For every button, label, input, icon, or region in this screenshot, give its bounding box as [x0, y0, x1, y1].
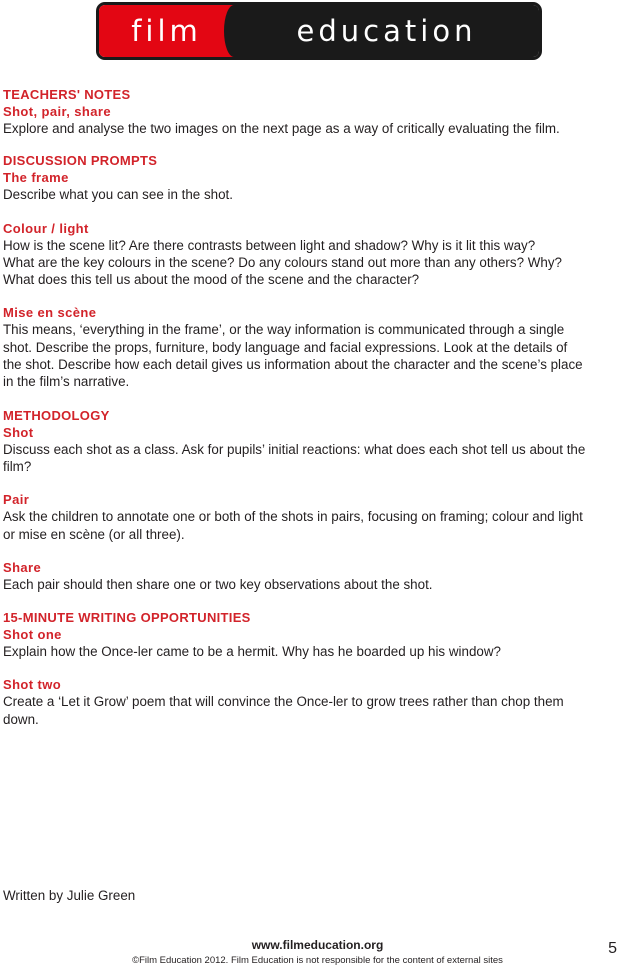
logo-education-panel	[234, 5, 539, 57]
logo-film-panel	[99, 5, 234, 57]
author-credit: Written by Julie Green	[3, 888, 136, 903]
text-line: the shot. Describe how each detail gives us information about the character and the scene’s place	[3, 357, 583, 373]
methodology-heading: METHODOLOGY	[3, 407, 110, 423]
shot-pair-share-subheading: Shot, pair, share	[3, 104, 111, 119]
footer-website-link[interactable]: www.filmeducation.org	[251, 938, 384, 952]
text-line: down.	[3, 711, 39, 727]
share-text: Each pair should then share one or two key observations about the shot.	[3, 576, 433, 592]
text-line: Discuss each shot as a class. Ask for pupils’ initial reactions: what does each shot tell us about the	[3, 441, 586, 457]
page-content	[3, 86, 635, 728]
pair-subheading: Pair	[3, 492, 30, 508]
the-frame-subheading: The frame	[3, 170, 69, 186]
text-line: Ask the children to annotate one or both of the shots in pairs, focusing on framing; colour and light	[3, 509, 583, 525]
shot-one-subheading: Shot one	[3, 627, 62, 643]
shot-two-subheading: Shot two	[3, 677, 62, 693]
pair-text	[3, 508, 635, 543]
text-line: What are the key colours in the scene? Do any colours stand out more than any others? Why?	[3, 254, 562, 270]
shot-subheading: Shot	[3, 424, 34, 440]
text-line: This means, ‘everything in the frame’, or the way information is communicated through a single	[3, 322, 565, 338]
teachers-notes-heading: TEACHERS' NOTES	[3, 87, 131, 102]
shot-two-text	[3, 693, 635, 728]
film-education-logo	[96, 2, 542, 60]
text-line: What does this tell us about the mood of the scene and the character?	[3, 272, 420, 288]
discussion-prompts-heading: DISCUSSION PROMPTS	[3, 153, 158, 169]
the-frame-text: Describe what you can see in the shot.	[3, 187, 234, 203]
page-number: 5	[608, 940, 617, 957]
colour-light-subheading: Colour / light	[3, 220, 89, 236]
shot-one-text: Explain how the Once-ler came to be a hermit. Why has he boarded up his window?	[3, 644, 501, 660]
shot-text	[3, 441, 635, 476]
footer-copyright: ©Film Education 2012. Film Education is not responsible for the content of external sites	[132, 955, 503, 966]
text-line: film?	[3, 458, 32, 474]
mise-en-scene-text	[3, 321, 635, 390]
logo-film-text: film	[131, 14, 202, 48]
share-subheading: Share	[3, 559, 42, 575]
teachers-notes-text: Explore and analyse the two images on the next page as a way of critically evaluating the film.	[3, 121, 560, 136]
text-line: or mise en scène (or all three).	[3, 526, 185, 542]
writing-opportunities-heading: 15-MINUTE WRITING OPPORTUNITIES	[3, 610, 251, 626]
text-line: Create a ‘Let it Grow’ poem that will convince the Once-ler to grow trees rather than chop them	[3, 694, 564, 710]
text-line: shot. Describe the props, furniture, body language and facial expressions. Look at the details of	[3, 339, 568, 355]
mise-en-scene-subheading: Mise en scène	[3, 305, 97, 321]
logo-education-text: education	[296, 14, 477, 48]
text-line: in the film’s narrative.	[3, 374, 130, 390]
colour-light-text	[3, 237, 635, 289]
text-line: How is the scene lit? Are there contrasts between light and shadow? Why is it lit this way?	[3, 237, 536, 253]
